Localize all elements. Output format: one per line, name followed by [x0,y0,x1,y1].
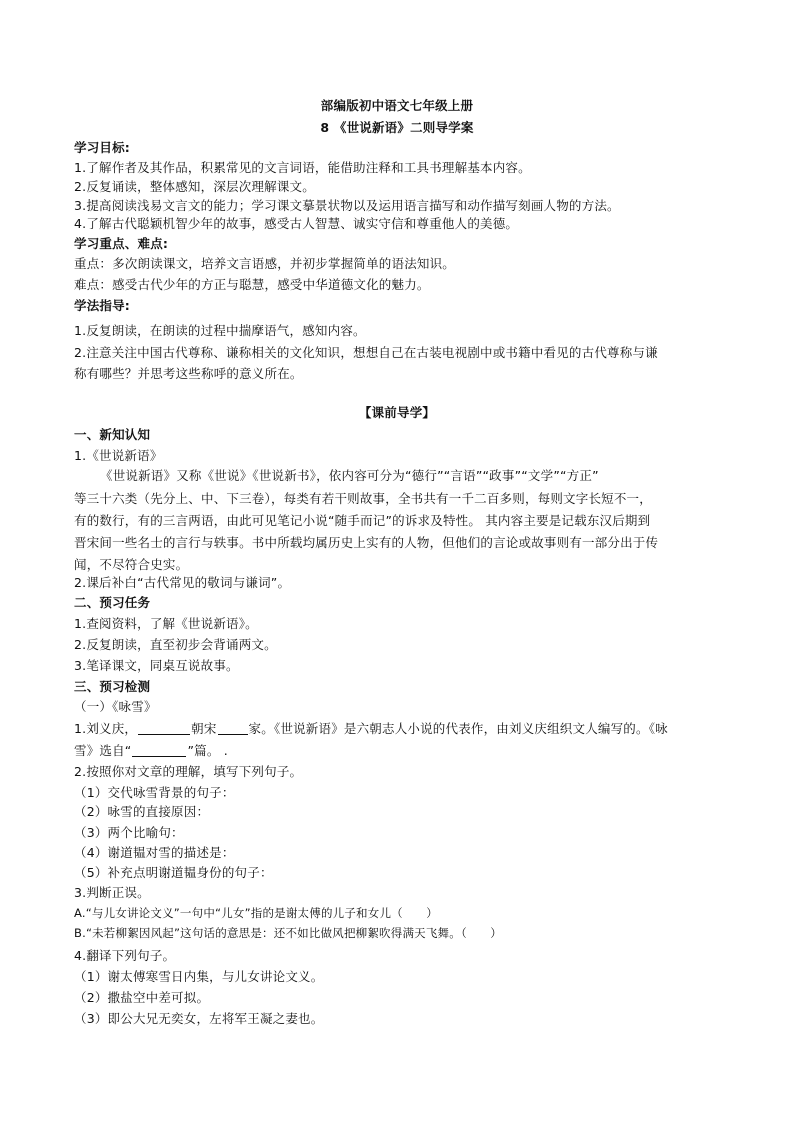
question-2-item: （1）交代咏雪背景的句子： [74,785,235,800]
question-1-text: ”篇。 . [187,743,228,758]
fill-blank-dynasty[interactable] [138,721,190,735]
objective-item: 4.了解古代聪颖机智少年的故事，感受古人智慧、诚实守信和尊重他人的美德。 [74,216,519,231]
question-3-option-b: B.“未若柳絮因风起”这句话的意思是：还不如比做风把柳絮吹得满天飞舞。（ ） [74,926,503,940]
question-2-item: （3）两个比喻句： [74,825,184,840]
intro-paragraph-line: 《世说新语》又称《世说》《世说新书》，依内容可分为“德行”“言语”“政事”“文学”“方正” [100,468,599,483]
task-item: 1.查阅资料，了解《世说新语》。 [74,616,258,631]
task-item: 3.笔译课文，同桌互说故事。 [74,658,239,673]
question-1-cont [74,741,228,760]
document-title: 部编版初中语文七年级上册 [320,98,474,113]
fill-blank-chapter[interactable] [132,743,186,757]
question-4-item: （1）谢太傅寒雪日内集，与儿女讲论文义。 [74,969,324,984]
question-2-item: （4）谢道韫对雪的描述是： [74,845,235,860]
methods-heading: 学法指导: [74,298,130,313]
question-4-item: （2）撒盐空中差可拟。 [74,990,210,1005]
part1-sub1: 1.《世说新语》 [74,448,163,463]
key-points-heading: 学习重点、难点: [74,236,169,251]
intro-paragraph-line: 有的数行，有的三言两语，由此可见笔记小说“随手而记”的诉求及特性。 其内容主要是记载东汉后期到 [74,513,651,528]
key-point-focus: 重点：多次朗读课文，培养文言语感，并初步掌握简单的语法知识。 [74,256,456,271]
question-1-text: 1.刘义庆， [74,721,138,736]
method-item: 2.注意关注中国古代尊称、谦称相关的文化知识，想想自己在古装电视剧中或书籍中看见的古代尊称与谦 [74,345,658,360]
intro-paragraph-line: 晋宋间一些名士的言行与轶事。书中所载均属历史上实有的人物，但他们的言论或故事则有一部分出于传 [74,535,659,550]
method-item: 称有哪些？并思考这些称呼的意义所在。 [74,366,303,381]
objective-item: 3.提高阅读浅易文言文的能力；学习课文摹景状物以及运用语言描写和动作描写刻画人物的方法。 [74,198,620,213]
method-item: 1.反复朗读，在朗读的过程中揣摩语气，感知内容。 [74,323,366,338]
intro-paragraph-line: 闻，不尽符合史实。 [74,557,189,572]
question-1-text: 朝宋 [191,721,217,736]
task-item: 2.反复朗读，直至初步会背诵两文。 [74,637,277,652]
part1-heading: 一、新知认知 [74,427,151,442]
question-3: 3.判断正误。 [74,885,150,900]
document-subtitle: 8 《世说新语》二则导学案 [320,120,474,135]
question-2-item: （2）咏雪的直接原因： [74,804,210,819]
question-1 [74,719,668,738]
question-1-text: 家。《世说新语》是六朝志人小说的代表作，由刘义庆组织文人编写的。《咏 [248,721,668,736]
question-2: 2.按照你对文章的理解，填写下列句子。 [74,764,303,779]
objective-item: 1.了解作者及其作品，积累常见的文言词语，能借助注释和工具书理解基本内容。 [74,160,531,175]
question-2-item: （5）补充点明谢道韫身份的句子： [74,865,273,880]
objective-item: 2.反复诵读，整体感知，深层次理解课文。 [74,179,315,194]
question-4-item: （3）即公大兄无奕女，左将军王凝之妻也。 [74,1011,324,1026]
part2-heading: 二、预习任务 [74,595,151,610]
key-point-difficulty: 难点：感受古代少年的方正与聪慧，感受中华道德文化的魅力。 [74,277,430,292]
objectives-heading: 学习目标: [74,140,130,155]
question-4: 4.翻译下列句子。 [74,948,176,963]
preview-heading: 【课前导学】 [358,405,436,420]
part1-sub2: 2.课后补白“古代常见的敬词与谦词”。 [74,575,291,590]
intro-paragraph-line: 等三十六类（先分上、中、下三卷），每类有若干则故事，全书共有一千二百多则，每则文字长短不一， [74,491,652,506]
fill-blank-profession[interactable] [218,721,248,735]
question-1-text: 雪》选自“ [74,743,132,758]
question-3-option-a: A.“与儿女讲论文义”一句中“儿女”指的是谢太傅的儿子和女儿（ ） [74,906,438,920]
part3-sub: （一）《咏雪》 [74,699,157,714]
part3-heading: 三、预习检测 [74,679,151,694]
